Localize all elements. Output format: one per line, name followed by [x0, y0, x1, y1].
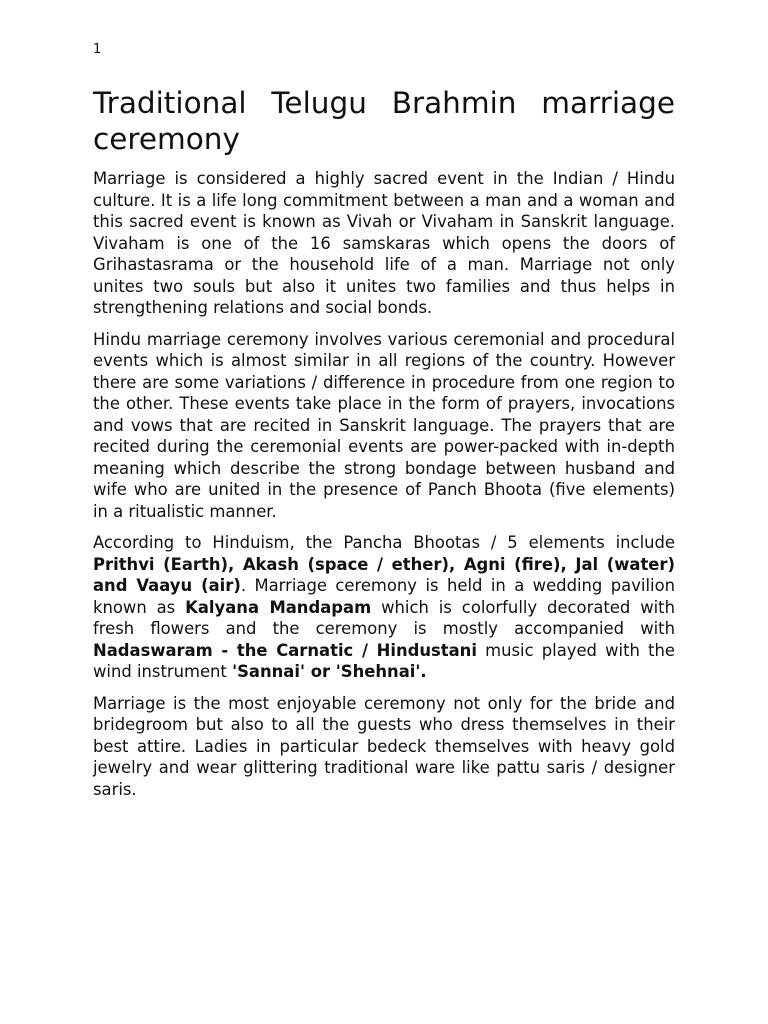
- paragraph-guests: Marriage is the most enjoyable ceremony not only for the bride and bridegroom but also to all the guests who dress themselves in their best attire. Ladies in particular bedeck themselves with heavy gold jewelry and wear glittering traditional ware like pattu saris / designer saris.: [93, 693, 675, 799]
- document-title: Traditional Telugu Brahmin marriage ceremony: [93, 86, 675, 156]
- page-number: 1: [93, 42, 102, 57]
- paragraph-text: According to Hinduism, the Pancha Bhootas / 5 elements include: [93, 533, 675, 552]
- bold-kalyana-mandapam: Kalyana Mandapam: [185, 597, 372, 617]
- paragraph-text: . Marriage ceremony is held in a wedding pavilion known as: [93, 576, 675, 617]
- paragraph-text: music played with the wind instrument: [93, 640, 675, 681]
- document-page: [93, 40, 675, 810]
- bold-sannai-shehnai: 'Sannai' or 'Shehnai'.: [232, 662, 427, 681]
- bold-nadaswaram: Nadaswaram - the Carnatic / Hindustani: [93, 640, 477, 660]
- paragraph-intro: Marriage is considered a highly sacred event in the Indian / Hindu culture. It is a life long commitment between a man and a woman and this sacred event is known as Vivah or Vivaham in Sanskrit language. Vivaham is one of the 16 samskaras which opens the doors of Grihastasrama or the household life of a man. Marriage not only unites two souls but also it unites two families and thus helps in strengthening relations and social bonds.: [93, 169, 675, 317]
- bold-five-elements: Prithvi (Earth), Akash (space / ether), Agni (fire), Jal (water) and Vaayu (air): [93, 554, 675, 595]
- paragraph-ceremony: Hindu marriage ceremony involves various ceremonial and procedural events which is almost similar in all regions of the country. However there are some variations / difference in procedure from one region to the other. These events take place in the form of prayers, invocations and vows that are recited in Sanskrit language. The prayers that are recited during the ceremonial events are power-packed with in-depth meaning which describe the strong bondage between husband and wife who are united in the presence of Panch Bhoota (five elements) in a ritualistic manner.: [93, 329, 675, 521]
- paragraph-text: which is colorfully decorated with fresh flowers and the ceremony is mostly accompanied with: [93, 597, 675, 638]
- paragraph-elements: [93, 532, 675, 683]
